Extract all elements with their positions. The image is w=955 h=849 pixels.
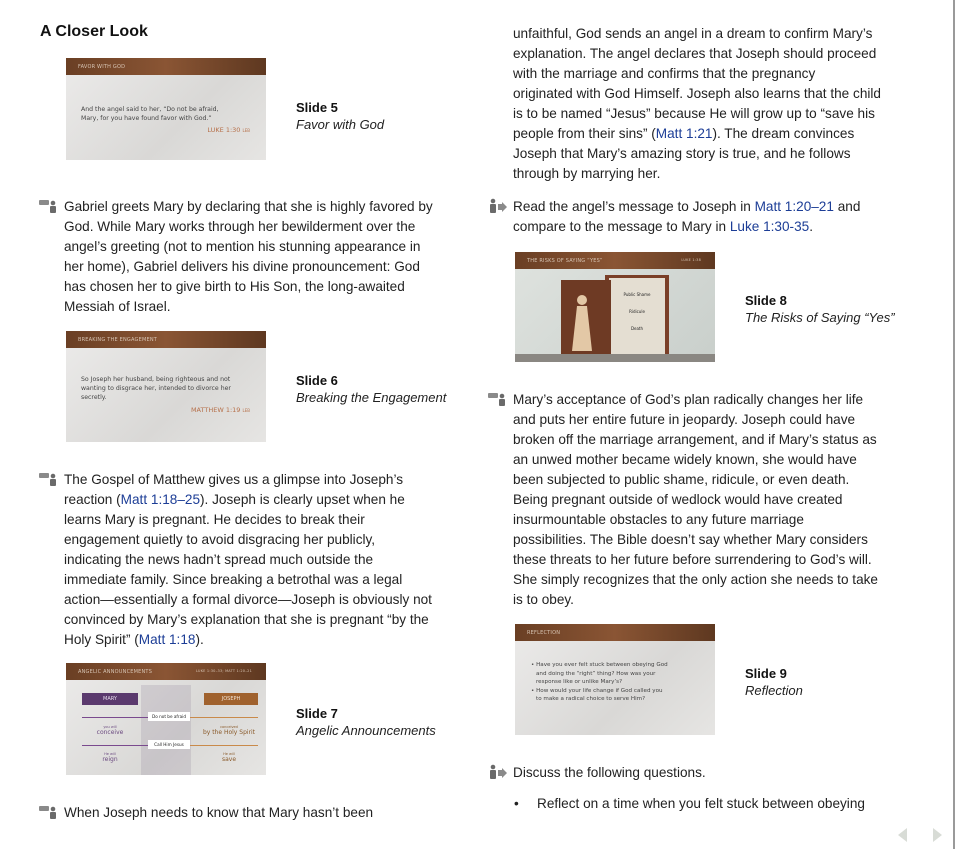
slide-bar: BREAKING THE ENGAGEMENT — [66, 331, 266, 348]
text-line — [513, 164, 881, 184]
text-line — [513, 84, 881, 104]
text-line — [513, 104, 881, 124]
text-line — [513, 390, 878, 410]
slide-quote — [81, 105, 219, 123]
text: Joseph that Mary’s amazing story is true, and he follows — [513, 146, 851, 161]
risk-text: Public Shame — [623, 292, 651, 297]
text: . — [809, 219, 813, 234]
quote-line: Mary, for you have found favor with God.” — [81, 115, 212, 122]
quote-line: wanting to disgrace her, intended to divorce her — [81, 385, 231, 392]
text-line — [64, 570, 432, 590]
text: with the marriage and confirms that the pregnancy — [513, 66, 816, 81]
slide-7-caption: Slide 7 Angelic Announcements — [296, 706, 436, 738]
mary-detail: He will reign — [102, 752, 118, 763]
slide-8-caption: Slide 8 The Risks of Saying “Yes” — [745, 293, 895, 325]
text-line — [64, 237, 433, 257]
participant-action-icon — [487, 198, 509, 214]
text-line — [513, 44, 881, 64]
quote-line: And the angel said to her, “Do not be afraid, — [81, 106, 219, 113]
text: angel’s greeting (not to mention his stunning appearance in — [64, 239, 421, 254]
bullet-item: Reflect on a time when you felt stuck between obeying — [537, 796, 865, 811]
text: She simply recognizes that the only action she needs to take — [513, 572, 878, 587]
text-line — [64, 197, 433, 217]
slide-5-image — [66, 58, 266, 160]
text: action—essentially a formal divorce—Joseph is obviously not — [64, 592, 432, 607]
text-line — [513, 550, 878, 570]
text: ). — [195, 632, 204, 647]
text: reaction ( — [64, 492, 121, 507]
joseph-label: JOSEPH — [204, 693, 258, 705]
text-line — [64, 297, 433, 317]
text: these threats to her future before surrendering to God’s will. — [513, 552, 872, 567]
slide-9-caption: Slide 9 Reflection — [745, 666, 803, 698]
text: broken off the marriage arrangement, and if Mary’s status as — [513, 432, 877, 447]
slide-5-caption: Slide 5 Favor with God — [296, 100, 385, 132]
text: immediate family. Since breaking a betrothal was a legal — [64, 572, 403, 587]
paragraph-discuss — [513, 763, 706, 783]
leader-speech-icon — [38, 471, 60, 487]
text-line — [513, 470, 878, 490]
scripture-link[interactable]: Matt 1:20–21 — [754, 199, 834, 214]
text: people from their sins” ( — [513, 126, 656, 141]
text: indicating the news hadn’t spread much outside the — [64, 552, 374, 567]
text: God. While Mary works through her bewilderment over the — [64, 219, 416, 234]
slide-8-image — [515, 252, 715, 362]
next-page-icon[interactable] — [933, 828, 942, 842]
text-line — [513, 763, 706, 783]
joseph-detail: He will save — [221, 752, 237, 763]
text: The Gospel of Matthew gives us a glimpse into Joseph’s — [64, 472, 404, 487]
text: and puts her entire future in jeopardy. Joseph could have — [513, 412, 856, 427]
text-line — [64, 530, 432, 550]
text-line — [513, 430, 878, 450]
text-line — [513, 24, 881, 44]
slide-9-image — [515, 624, 715, 735]
joseph-detail: conceived by the Holy Spirit — [202, 725, 256, 736]
paragraph-continued — [513, 24, 881, 184]
text-line — [513, 510, 878, 530]
person-figure — [577, 295, 587, 305]
leader-speech-icon — [38, 804, 60, 820]
paragraph-read — [513, 197, 860, 237]
slide-6-image — [66, 331, 266, 442]
text-line — [513, 530, 878, 550]
text-line — [513, 197, 860, 217]
text-line — [64, 590, 432, 610]
text: ). Joseph is clearly upset when he — [200, 492, 405, 507]
participant-action-icon — [487, 764, 509, 780]
text: been subjected to public shame, ridicule, or even death. — [513, 472, 850, 487]
text-line — [513, 590, 878, 610]
text: Holy Spirit” ( — [64, 632, 139, 647]
paragraph-acceptance — [513, 390, 878, 610]
leader-speech-icon — [38, 198, 60, 214]
text: Being pregnant outside of wedlock would have created — [513, 492, 843, 507]
section-heading: A Closer Look — [40, 23, 148, 40]
text-line — [64, 630, 432, 650]
scripture-link[interactable]: Luke 1:30-35 — [729, 219, 810, 234]
paragraph-gospel — [64, 470, 432, 650]
text: convinced by Mary’s explanation that she is pregnant “by the — [64, 612, 429, 627]
text-line — [64, 803, 373, 823]
text-line — [513, 64, 881, 84]
text: possibilities. The Bible doesn’t say whether Mary considers — [513, 532, 868, 547]
text-line — [513, 217, 860, 237]
risk-text: Ridicule — [629, 309, 645, 314]
text-line — [64, 277, 433, 297]
slide-ref: LUKE 1:30 LEB — [207, 126, 250, 134]
text: her home), Gabriel delivers his divine pronouncement: God — [64, 259, 420, 274]
text-line — [64, 550, 432, 570]
paragraph-gabriel — [64, 197, 433, 317]
text-line — [64, 490, 432, 510]
text: engagement quietly to avoid disgracing her publicly, — [64, 532, 376, 547]
text-line — [64, 257, 433, 277]
message-box: Call Him Jesus — [148, 740, 190, 749]
text: When Joseph needs to know that Mary hasn’t been — [64, 805, 374, 820]
slide-bar: THE RISKS OF SAYING “YES” LUKE 1:38 — [515, 252, 715, 269]
text: explanation. The angel declares that Joseph should proceed — [513, 46, 877, 61]
text: unfaithful, God sends an angel in a dream to confirm Mary’s — [513, 26, 873, 41]
text-line — [64, 510, 432, 530]
message-box: Do not be afraid — [148, 712, 190, 721]
slide-ref: MATTHEW 1:19 LEB — [190, 406, 250, 414]
scripture-link[interactable]: Matt 1:18 — [138, 632, 196, 647]
text: Messiah of Israel. — [64, 299, 171, 314]
angel-silhouette — [141, 685, 191, 775]
slide-bar: REFLECTION — [515, 624, 715, 641]
slide-bar: FAVOR WITH GOD — [66, 58, 266, 75]
floor — [515, 354, 715, 362]
doorway — [609, 278, 665, 354]
slide-bar: ANGELIC ANNOUNCEMENTS LUKE 1:30–33; MATT 1:20–21 — [66, 663, 266, 680]
text: through by marrying her. — [513, 166, 661, 181]
text: is to obey. — [513, 592, 574, 607]
slide-6-caption: Slide 6 Breaking the Engagement — [296, 373, 447, 405]
text: learns Mary is pregnant. He decides to break their — [64, 512, 365, 527]
text-line — [513, 490, 878, 510]
slide-bullets: • Have you ever felt stuck between obeying God and doing the “right” thing? How was your response like or unlike Mary’s? • How would your life change if God called you to make a radical choice to serve Him? — [531, 662, 668, 702]
previous-page-icon[interactable] — [898, 828, 907, 842]
text: Discuss the following questions. — [513, 765, 706, 780]
text: has chosen her to give birth to His Son, the long-awaited — [64, 279, 405, 294]
text-line — [513, 450, 878, 470]
quote-line: So Joseph her husband, being righteous and not — [81, 376, 231, 383]
scripture-link[interactable]: Matt 1:21 — [655, 126, 713, 141]
text: Mary’s acceptance of God’s plan radically changes her life — [513, 392, 864, 407]
mary-detail: you will conceive — [96, 725, 124, 736]
text: Read the angel’s message to Joseph in — [513, 199, 755, 214]
text: ). The dream convinces — [712, 126, 855, 141]
text-line — [513, 124, 881, 144]
text-line — [513, 570, 878, 590]
paragraph-when — [64, 803, 373, 823]
quote-line: secretly. — [81, 394, 107, 401]
text-line — [64, 217, 433, 237]
text: Gabriel greets Mary by declaring that she is highly favored by — [64, 199, 433, 214]
slide-quote — [81, 375, 231, 402]
text-line — [513, 410, 878, 430]
mary-label: MARY — [82, 693, 138, 705]
text: is to be named “Jesus” because He will grow up to “save his — [513, 106, 875, 121]
text: compare to the message to Mary in — [513, 219, 730, 234]
text-line — [513, 144, 881, 164]
text: an unwed mother became widely known, she would have — [513, 452, 857, 467]
text-line — [64, 470, 432, 490]
slide-7-image — [66, 663, 266, 775]
text: originated with God Himself. Joseph also learns that the child — [513, 86, 881, 101]
text: insurmountable obstacles to any future marriage — [513, 512, 804, 527]
text: and — [833, 199, 861, 214]
scripture-link[interactable]: Matt 1:18–25 — [120, 492, 201, 507]
bullet-mark: • — [514, 796, 519, 811]
text-line — [64, 610, 432, 630]
risk-text: Death — [630, 326, 644, 331]
leader-speech-icon — [487, 391, 509, 407]
